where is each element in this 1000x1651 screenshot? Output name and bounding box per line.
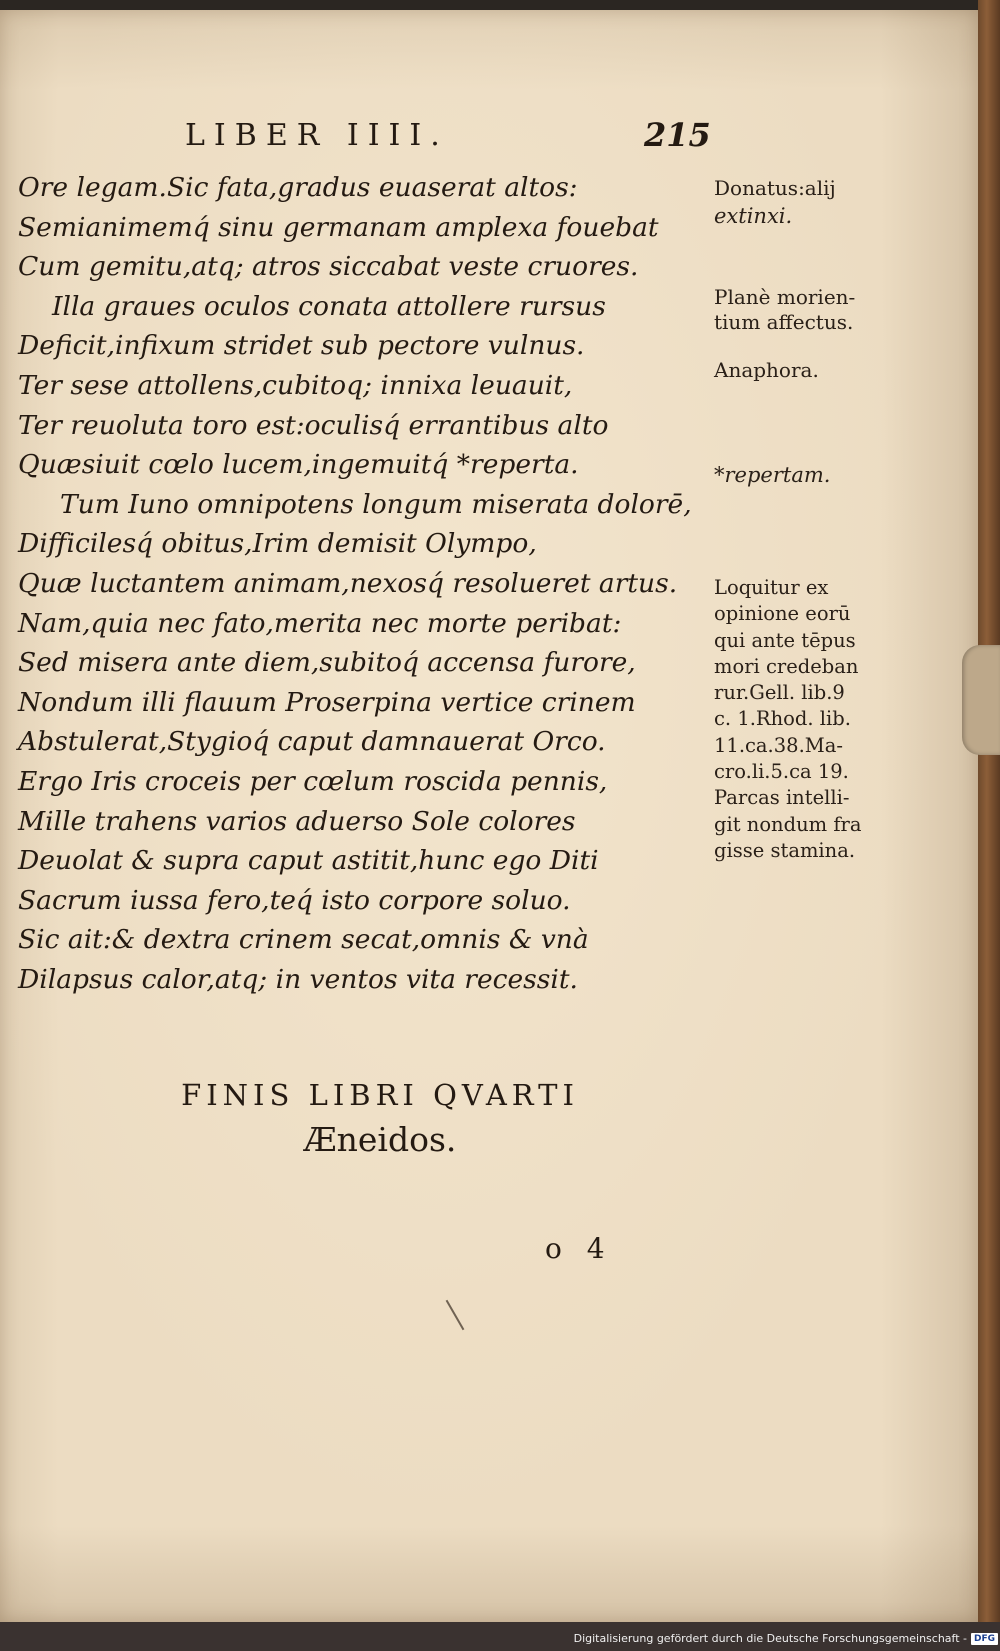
verse-line: Tum Iuno omnipotens longum miserata dolorē, <box>60 488 692 520</box>
verse-line: Sic ait:& dextra crinem secat,omnis & vnà <box>18 924 589 956</box>
verse-line: Ter sese attollens,cubitoq; innixa leuauit, <box>18 369 573 401</box>
note-line: tium affectus. <box>714 310 854 334</box>
margin-note-repertam <box>714 460 830 490</box>
verse-line: Nondum illi flauum Proserpina vertice crinem <box>18 686 636 718</box>
verse-line: Nam,quia nec fato,merita nec morte peribat: <box>18 607 622 639</box>
signature-mark: o 4 <box>545 1232 613 1265</box>
verse-list <box>18 168 698 999</box>
stray-ink-mark <box>446 1300 465 1330</box>
note-line: extinxi. <box>714 204 793 228</box>
verse-line: Ore legam.Sic fata,gradus euaserat altos: <box>18 172 578 203</box>
verse-line: Ter reuoluta toro est:oculisq́ errantibus alto <box>18 409 609 441</box>
margin-note-loquitur <box>714 575 862 864</box>
page-number: 215 <box>644 116 711 154</box>
verse-line: Quæsiuit cœlo lucem,ingemuitq́ *reperta. <box>18 449 579 481</box>
dfg-logo: DFG <box>971 1633 998 1645</box>
book-page <box>0 10 978 1622</box>
note-line: *repertam. <box>714 463 831 487</box>
colophon-subtitle: Æneidos. <box>303 1120 457 1159</box>
verse-line: Quæ luctantem animam,nexosq́ resolueret artus. <box>18 567 678 599</box>
note-line: qui ante tēpus <box>714 628 856 652</box>
verse-line: Dilapsus calor,atq; in ventos vita recessit. <box>18 963 578 995</box>
margin-note-anaphora <box>714 358 819 383</box>
verse-line: Cum gemitu,atq; atros siccabat veste cruores. <box>18 251 639 283</box>
funding-credit <box>574 1632 998 1646</box>
note-line: 11.ca.38.Ma- <box>714 733 843 757</box>
note-line: Parcas intelli- <box>714 786 850 810</box>
verse-line: Sacrum iussa fero,teq́ isto corpore soluo. <box>18 884 571 916</box>
verse-line: Illa graues oculos conata attollere rursus <box>52 290 606 322</box>
credit-text: Digitalisierung gefördert durch die Deutsche Forschungsgemeinschaft - <box>573 1632 967 1645</box>
verse-line: Abstulerat,Stygioq́ caput damnauerat Orco. <box>18 726 606 758</box>
note-line: Donatus:alij <box>714 176 836 200</box>
note-line: rur.Gell. lib.9 <box>714 681 845 705</box>
verse-line: Sed misera ante diem,subitoq́ accensa furore, <box>18 647 636 679</box>
note-line: Loquitur ex <box>714 576 829 599</box>
colophon-title: FINIS LIBRI QVARTI <box>181 1078 579 1112</box>
note-line: cro.li.5.ca 19. <box>714 760 849 784</box>
note-line: Planè morien- <box>714 285 856 309</box>
verse-line: Difficilesq́ obitus,Irim demisit Olympo, <box>18 528 537 560</box>
page-tab-marker <box>962 645 1000 755</box>
note-line: opinione eorū <box>714 602 851 626</box>
verse-line: Deficit,infixum stridet sub pectore vulnus. <box>18 330 585 362</box>
note-line: Anaphora. <box>714 358 819 382</box>
running-head: LIBER IIII. <box>185 118 449 153</box>
note-line: c. 1.Rhod. lib. <box>714 707 851 731</box>
verse-line: Deuolat & supra caput astitit,hunc ego Diti <box>18 845 599 877</box>
book-fore-edge <box>978 0 1000 1651</box>
verse-line: Semianimemq́ sinu germanam amplexa fouebat <box>18 211 659 243</box>
margin-note-plane <box>714 285 855 335</box>
note-line: gisse stamina. <box>714 838 856 862</box>
verse-line: Ergo Iris croceis per cœlum roscida pennis, <box>18 765 608 797</box>
verse-line: Mille trahens varios aduerso Sole colores <box>18 805 576 837</box>
note-line: git nondum fra <box>714 812 862 836</box>
margin-note-donatus <box>714 176 836 231</box>
note-line: mori credeban <box>714 654 859 678</box>
